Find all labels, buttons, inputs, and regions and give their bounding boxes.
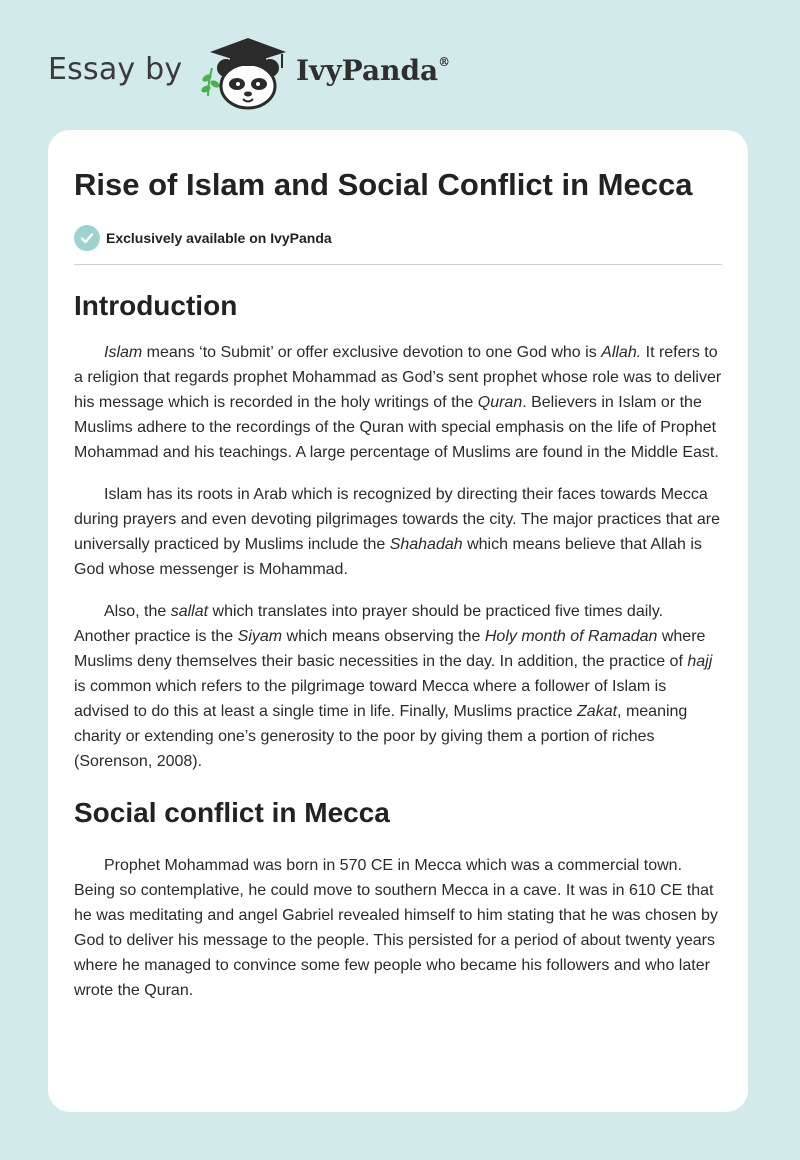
- essay-sections: [74, 289, 722, 1003]
- paragraph: [74, 853, 722, 1003]
- paragraph: [74, 599, 722, 774]
- text-run: means ‘to Submit’ or offer exclusive devotion to one God who is: [142, 344, 602, 361]
- italic-term: Quran: [477, 394, 523, 411]
- section-heading: Introduction: [74, 290, 238, 321]
- italic-term: Allah.: [601, 344, 642, 361]
- italic-term: Zakat: [577, 703, 618, 720]
- essay-card: [48, 130, 748, 1112]
- check-circle-icon: [74, 225, 100, 251]
- italic-term: hajj: [687, 653, 713, 670]
- text-run: which means observing the: [282, 628, 485, 645]
- text-run: , meaning charity or extending one’s generosity to the poor by giving them a portion of riches (Sorenson, 2008).: [74, 703, 688, 770]
- text-run: Also, the: [104, 603, 171, 620]
- site-header: [48, 34, 508, 110]
- text-run: . Believers in Islam or the Muslims adhere to the recordings of the Quran with special emphasis on the life of Prophet Mohammad and his teachings. A large percentage of Muslims are found in the Middle East.: [74, 394, 719, 461]
- italic-term: Siyam: [237, 628, 283, 645]
- brand-name[interactable]: [296, 54, 450, 87]
- paragraph: [74, 482, 722, 582]
- panda-logo-icon[interactable]: [198, 34, 298, 110]
- text-run: Prophet Mohammad was born in 570 CE in Mecca which was a commercial town. Being so contemplative, he could move to southern Mecca in a cave. It was in 610 CE that he was meditating and angel Gabriel revealed himself to him stating that he was chosen by God to deliver his message to the people. This persisted for a period of about twenty years where he managed to convince some few people who became his followers and who later wrote the Quran.: [74, 857, 718, 999]
- brand-text: IvyPanda: [296, 54, 439, 87]
- registered-mark: ®: [438, 54, 451, 69]
- text-run: where Muslims deny themselves their basic necessities in the day. In addition, the practice of: [74, 628, 706, 670]
- essay-title: Rise of Islam and Social Conflict in Mecca: [74, 167, 693, 202]
- section-heading: Social conflict in Mecca: [74, 797, 390, 828]
- text-run: which translates into prayer should be practiced five times daily. Another practice is the: [74, 603, 664, 645]
- essay-by-label: Essay by: [48, 52, 183, 87]
- divider: [74, 264, 722, 265]
- italic-term: Islam: [104, 344, 143, 361]
- badge-text: Exclusively available on IvyPanda: [106, 230, 332, 246]
- italic-term: Shahadah: [389, 536, 463, 553]
- essay-content: [74, 164, 722, 1003]
- italic-term: sallat: [170, 603, 209, 620]
- exclusive-badge: [74, 225, 722, 251]
- text-run: which means believe that Allah is God whose messenger is Mohammad.: [74, 536, 702, 578]
- text-run: is common which refers to the pilgrimage toward Mecca where a follower of Islam is advised to do this at least a single time in life. Finally, Muslims practice: [74, 678, 667, 720]
- paragraph: [74, 340, 722, 465]
- text-run: It refers to a religion that regards prophet Mohammad as God’s sent prophet whose role was to deliver his message which is recorded in the holy writings of the: [74, 344, 722, 411]
- text-run: Islam has its roots in Arab which is recognized by directing their faces towards Mecca during prayers and even devoting pilgrimages towards the city. The major practices that are universally practiced by Muslims include the: [74, 486, 720, 553]
- italic-term: Holy month of Ramadan: [484, 628, 658, 645]
